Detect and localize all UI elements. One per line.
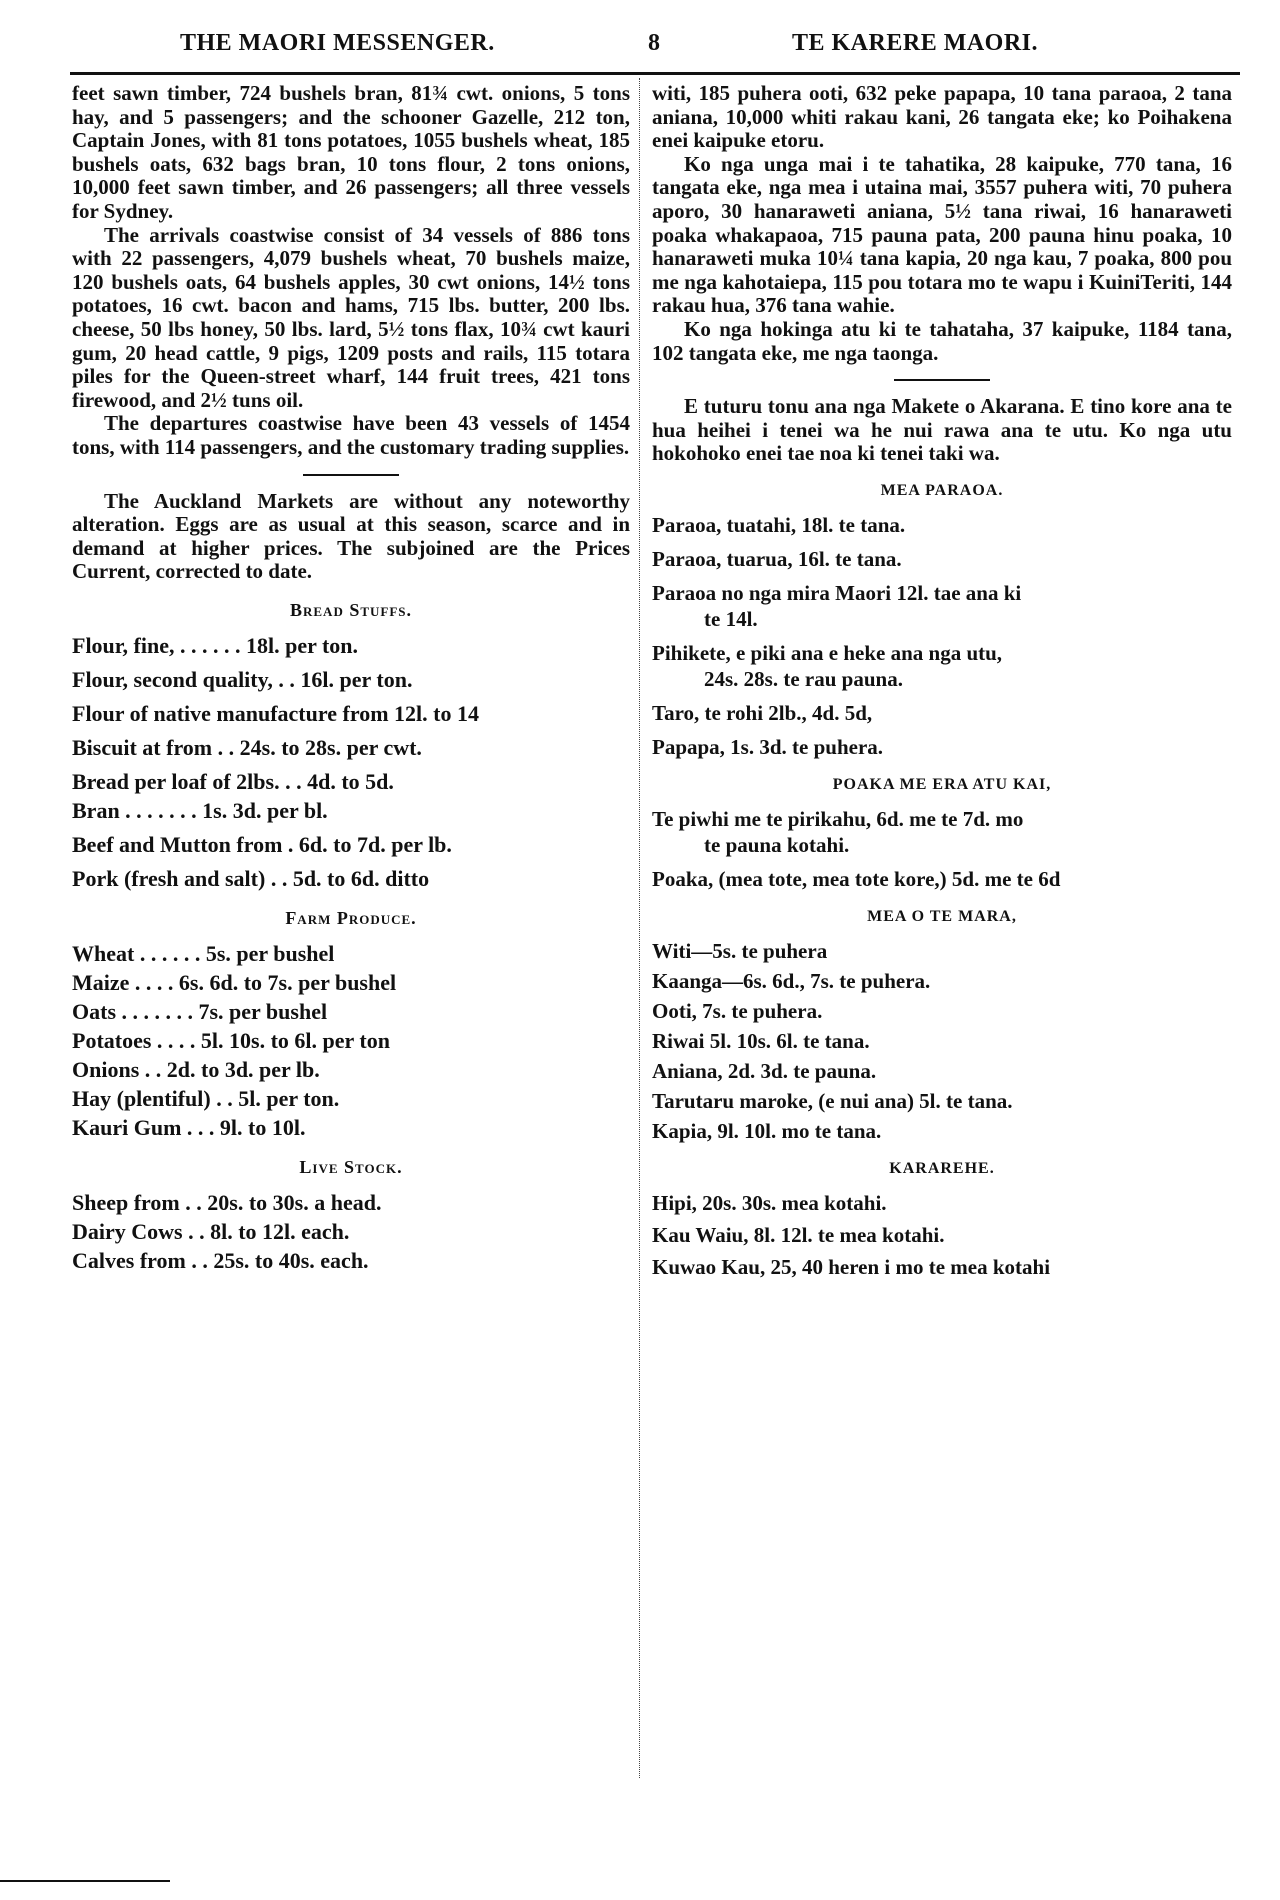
price-line: Beef and Mutton from . 6d. to 7d. per lb. [72,831,452,857]
price-line: Pihikete, e piki ana e heke ana nga utu, 24s. 28s. te rau pauna. [652,640,1003,691]
section-heading-live-stock: Live Stock. [299,1156,403,1177]
price-line: Onions . . 2d. to 3d. per lb. [72,1056,320,1082]
page-header [70,22,1235,64]
price-line: Wheat . . . . . . 5s. per bushel [72,940,335,966]
price-line: Calves from . . 25s. to 40s. each. [72,1247,369,1273]
price-line: Flour, fine, . . . . . . 18l. per ton. [72,632,359,658]
column-divider [639,78,641,1778]
price-line: Hipi, 20s. 30s. mea kotahi. [652,1190,887,1215]
price-line: Dairy Cows . . 8l. to 12l. each. [72,1218,350,1244]
page-number: 8 [648,30,661,56]
price-line: Kuwao Kau, 25, 40 heren i mo te mea kotahi [652,1254,1051,1279]
price-line: Kau Waiu, 8l. 12l. te mea kotahi. [652,1222,945,1247]
price-list-bread-stuffs [72,633,630,892]
price-line: Taro, te rohi 2lb., 4d. 5d, [652,700,873,725]
price-line: Poaka, (mea tote, mea tote kore,) 5d. me te 6d [652,866,1061,891]
section-heading-kararehe: KARAREHE. [889,1159,995,1177]
shipping-paragraph-continued: feet sawn timber, 724 bushels bran, 81¾ cwt. onions, 5 tons hay, and 5 passengers; and the schooner Gazelle, 212 ton, Captain Jones, with 81 tons potatoes, 1055 bushels wheat, 185 bushels oats, 632 bags bran, 10 tons flour, 2 tons onions, 10,000 feet sawn timber, and 26 passengers; all three vessels for Sydney. [72,81,630,223]
price-line: Kaanga—6s. 6d., 7s. te puhera. [652,968,931,993]
price-line: Ooti, 7s. te puhera. [652,998,823,1023]
price-list-mea-o-te-mara [652,938,1232,1144]
arrivals-paragraph-maori: Ko nga unga mai i te tahatika, 28 kaipuke, 770 tana, 16 tangata eke, nga mea i utaina mai, 3557 puhera witi, 70 puhera aporo, 30 hanaraweti aniana, 5½ tana riwai, 16 hanaraweti poaka whakapaoa, 715 pauna pata, 200 pauna hinu poaka, 10 hanaraweti muka 10¼ tana kapia, 20 nga kau, 7 poaka, 800 pou me nga kahotaiepa, 115 pou totara mo te wapu i KuiniTeriti, 144 rakau hua, 376 tana wahie. [652,151,1232,318]
price-line: Flour of native manufacture from 12l. to 14 [72,700,479,726]
price-line: Maize . . . . 6s. 6d. to 7s. per bushel [72,969,397,995]
price-line: Bran . . . . . . . 1s. 3d. per bl. [72,797,328,823]
price-line: Te piwhi me te pirikahu, 6d. me te 7d. mo te pauna kotahi. [652,806,1024,857]
markets-paragraph: The Auckland Markets are without any noteworthy alteration. Eggs are as usual at this season, scarce and in demand at higher prices. The subjoined are the Prices Current, corrected to date. [72,488,630,584]
price-line: Paraoa, tuarua, 16l. te tana. [652,546,902,571]
price-line: Oats . . . . . . . 7s. per bushel [72,998,328,1024]
price-line: Biscuit at from . . 24s. to 28s. per cwt. [72,734,422,760]
section-divider [303,474,399,476]
price-line: Paraoa, tuatahi, 18l. te tana. [652,512,906,537]
price-list-live-stock [72,1190,630,1274]
footer-rule [0,1880,170,1882]
price-line: Paraoa no nga mira Maori 12l. tae ana ki te 14l. [652,580,1022,631]
shipping-paragraph-continued-maori: witi, 185 puhera ooti, 632 peke papapa, 10 tana paraoa, 2 tana aniana, 10,000 whiti rakau kani, 26 tangata eke; ko Poihakena enei kaipuke etoru. [652,81,1232,153]
price-line: Kapia, 9l. 10l. mo te tana. [652,1118,882,1143]
maori-column [652,82,1232,1286]
price-line: Witi—5s. te puhera [652,938,828,963]
price-list-mea-paraoa [652,512,1232,760]
price-list-kararehe [652,1190,1232,1280]
price-list-farm-produce [72,941,630,1141]
price-line: Sheep from . . 20s. to 30s. a head. [72,1189,382,1215]
section-heading-farm-produce: Farm Produce. [285,907,417,928]
price-line: Aniana, 2d. 3d. te pauna. [652,1058,877,1083]
section-heading-bread-stuffs: Bread Stuffs. [289,599,413,620]
price-line: Riwai 5l. 10s. 6l. te tana. [652,1028,870,1053]
price-line: Flour, second quality, . . 16l. per ton. [72,666,413,692]
price-line: Pork (fresh and salt) . . 5d. to 6d. ditto [72,865,430,891]
english-column [72,82,630,1277]
price-line: Kauri Gum . . . 9l. to 10l. [72,1114,306,1140]
price-line: Potatoes . . . . 5l. 10s. to 6l. per ton [72,1027,390,1053]
price-line: Hay (plentiful) . . 5l. per ton. [72,1085,340,1111]
price-line: Papapa, 1s. 3d. te puhera. [652,734,884,759]
section-heading-poaka: POAKA ME ERA ATU KAI, [832,775,1052,793]
header-maori-title: TE KARERE MAORI. [792,30,1039,56]
section-divider [894,379,990,381]
header-english-title: THE MAORI MESSENGER. [180,30,495,56]
section-heading-mea-o-te-mara: MEA O TE MARA, [867,907,1017,925]
markets-paragraph-maori: E tuturu tonu ana nga Makete o Akarana. E tino kore ana te hua heihei i tenei wa he nui rawa ana te utu. Ko nga utu hokohoko enei tae noa ki tenei taki wa. [652,394,1232,466]
departures-paragraph-maori: Ko nga hokinga atu ki te tahataha, 37 kaipuke, 1184 tana, 102 tangata eke, me nga taonga. [652,316,1232,365]
departures-paragraph: The departures coastwise have been 43 vessels of 1454 tons, with 114 passengers, and the customary trading supplies. [72,411,630,459]
header-rule [70,72,1240,75]
section-heading-mea-paraoa: MEA PARAOA. [880,481,1004,499]
price-line: Tarutaru maroke, (e nui ana) 5l. te tana. [652,1088,1013,1113]
arrivals-paragraph: The arrivals coastwise consist of 34 vessels of 886 tons with 22 passengers, 4,079 bushels wheat, 70 bushels maize, 120 bushels oats, 64 bushels apples, 30 cwt onions, 14½ tons potatoes, 16 cwt. bacon and hams, 715 lbs. butter, 200 lbs. cheese, 50 lbs honey, 50 lbs. lard, 5½ tons flax, 10¾ cwt kauri gum, 20 head cattle, 9 pigs, 1209 posts and rails, 115 totara piles for the Queen-street wharf, 144 fruit trees, 421 tons firewood, and 2½ tuns oil. [72,222,630,412]
price-line: Bread per loaf of 2lbs. . . 4d. to 5d. [72,768,394,794]
price-list-poaka [652,806,1232,892]
